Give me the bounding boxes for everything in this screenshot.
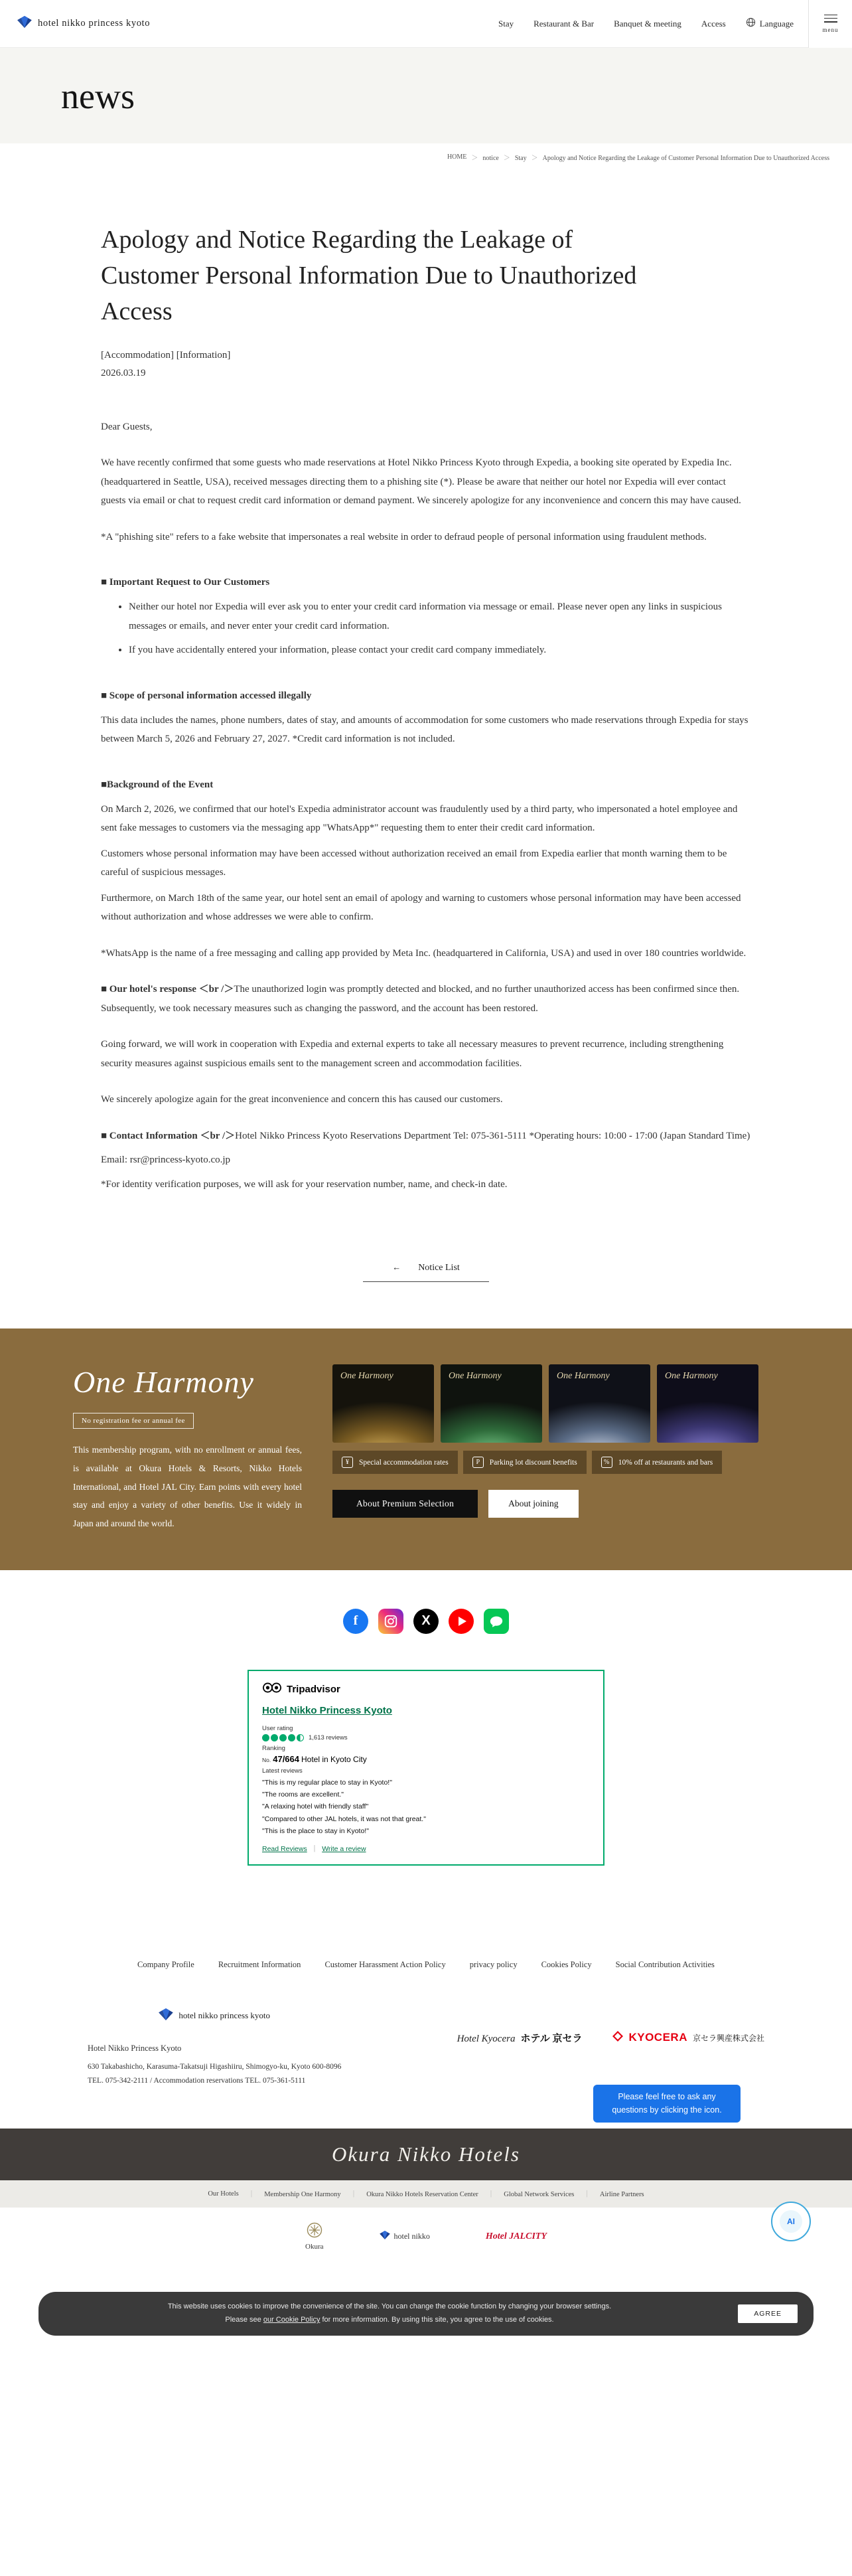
cookie-text-line2 [78, 2314, 701, 2327]
okura-brand-logo[interactable] [305, 2222, 324, 2251]
contact-email: Email: rsr@princess-kyoto.co.jp [101, 1155, 231, 1166]
section-title-response: ■ Our hotel's response ＜br /＞ [101, 984, 234, 995]
okura-brand-label: Okura [305, 2243, 324, 2251]
footer-hotel-name: Hotel Nikko Princess Kyoto [88, 2043, 182, 2053]
write-review-link[interactable]: Write a review [322, 1844, 366, 1853]
breadcrumb-stay[interactable]: ＞ Stay [499, 152, 527, 162]
okura-link-airline-partners[interactable]: ｜ Airline Partners [574, 2189, 644, 2199]
benefit-label: 10% off at restaurants and bars [618, 1458, 713, 1467]
play-triangle-icon [459, 1617, 466, 1626]
kyocera-logo[interactable] [612, 2031, 764, 2045]
tripadvisor-links [262, 1844, 590, 1854]
footer-link-company-profile[interactable]: Company Profile [137, 1959, 194, 1969]
section-title-important-request: ■ Important Request to Our Customers [101, 577, 270, 588]
cookie-line2-post: for more information. By using this site, you agree to the use of cookies. [320, 2316, 554, 2324]
important-request-list [101, 598, 751, 660]
footer-link-recruitment[interactable]: Recruitment Information [218, 1959, 301, 1969]
page-title-band [0, 48, 852, 143]
card-label: One Harmony [665, 1371, 718, 1382]
ranking-value: 47/664 [273, 1753, 299, 1764]
membership-card-silver [549, 1364, 650, 1443]
page-title: news [61, 76, 135, 116]
article-date: 2026.03.19 [101, 367, 146, 378]
chat-tooltip: Please feel free to ask any questions by clicking the icon. [593, 2085, 741, 2123]
cookie-policy-link[interactable]: our Cookie Policy [263, 2316, 320, 2324]
latest-reviews-label: Latest reviews [262, 1767, 303, 1775]
footer-links [0, 1960, 852, 1970]
chat-bot-icon[interactable] [771, 2202, 811, 2241]
agree-button[interactable]: AGREE [738, 2304, 798, 2323]
kyocera-brand-text: KYOCERA [628, 2031, 687, 2044]
kyocera-mark-icon [612, 2031, 623, 2045]
article-phishing-note: *A "phishing site" refers to a fake website that impersonates a real website in order to defraud people of personal information using fraudulent methods. [101, 531, 707, 542]
footer-tel: TEL. 075-342-2111 / Accommodation reservations TEL. 075-361-5111 [88, 2077, 306, 2085]
section-title-scope: ■ Scope of personal information accessed illegally [101, 690, 312, 701]
response-body: The unauthorized login was promptly detected and blocked, and no further unauthorized access has been confirmed since then. Subsequently, we took necessary measures such as changing the password, and the account has been restored. [101, 984, 740, 1014]
breadcrumb-home[interactable]: HOME [447, 153, 467, 161]
list-item: • Neither our hotel nor Expedia will ever ask you to enter your credit card information via message or email. Please never open any links in suspicious messages or emails, and never enter your credit card information. [129, 598, 751, 635]
okura-link-reservation-center[interactable]: ｜ Okura Nikko Hotels Reservation Center [341, 2189, 478, 2199]
hotel-kyocera-jp: ホテル 京セラ [520, 2033, 583, 2044]
partner-logos [457, 2031, 764, 2045]
site-header [0, 0, 852, 48]
tripadvisor-brand: Tripadvisor [287, 1683, 340, 1695]
card-label: One Harmony [557, 1371, 610, 1382]
youtube-icon[interactable] [449, 1609, 474, 1634]
ranking-no-label: No. [262, 1756, 271, 1763]
breadcrumb [0, 143, 852, 171]
tripadvisor-widget [248, 1670, 604, 1866]
contact-paragraph [101, 1127, 751, 1146]
card-label: One Harmony [340, 1371, 393, 1382]
hotel-gem-icon [17, 16, 32, 31]
parking-icon [472, 1457, 484, 1468]
section-title-contact: ■ Contact Information ＜br /＞ [101, 1130, 236, 1141]
benefit-restaurant-discount [592, 1451, 723, 1474]
footer-link-cookies-policy[interactable]: Cookies Policy [541, 1959, 592, 1969]
benefit-parking [463, 1451, 587, 1474]
instagram-icon[interactable] [378, 1609, 403, 1634]
hotel-kyocera-logo[interactable] [457, 2031, 583, 2045]
one-harmony-logo: One Harmony [73, 1365, 254, 1400]
rating-bubble [262, 1734, 269, 1741]
membership-card-green [441, 1364, 542, 1443]
notice-list-wrap [101, 1257, 751, 1282]
chat-bot-icon-inner: AI [780, 2210, 802, 2233]
membership-card-exclusive [657, 1364, 758, 1443]
notice-list-button[interactable] [363, 1257, 489, 1282]
okura-crest-icon [307, 2222, 322, 2240]
hotel-jal-city-logo[interactable]: Hotel JALCITY [485, 2231, 547, 2241]
one-harmony-content [332, 1364, 810, 1532]
rate-tag-icon [342, 1457, 353, 1468]
cookie-line2-pre: Please see [225, 2316, 263, 2324]
list-item: • If you have accidentally entered your information, please contact your credit card company immediately. [129, 641, 751, 660]
footer-link-social-contribution[interactable]: Social Contribution Activities [615, 1959, 715, 1969]
review-quote: "This is my regular place to stay in Kyoto!" [262, 1778, 392, 1787]
nav-banquet-meeting[interactable]: Banquet & meeting [614, 18, 681, 29]
background-p3: Furthermore, on March 18th of the same year, our hotel sent an email of apology and warning to customers whose personal information may have been accessed without authorization and whose addresses we were able to confirm. [101, 892, 741, 923]
rating-bubble [271, 1734, 278, 1741]
benefit-badges [332, 1451, 810, 1474]
ranking-label: Ranking [262, 1744, 285, 1752]
one-harmony-section [0, 1328, 852, 1570]
membership-cards [332, 1364, 810, 1443]
separator [307, 1845, 322, 1853]
review-quote: "The rooms are excellent." [262, 1791, 344, 1799]
latest-reviews [262, 1777, 590, 1838]
about-joining-button[interactable]: About joining [488, 1490, 578, 1518]
article-tags: [Accommodation] [Information] [101, 349, 231, 361]
nav-access[interactable]: Access [701, 18, 726, 29]
user-rating-label: User rating [262, 1724, 293, 1732]
footer-link-harassment-policy[interactable]: Customer Harassment Action Policy [324, 1959, 446, 1969]
one-harmony-fee-badge: No registration fee or annual fee [73, 1413, 194, 1429]
footer-logo-text: hotel nikko princess kyoto [178, 2010, 270, 2021]
contact-body: Hotel Nikko Princess Kyoto Reservations Department Tel: 075-361-5111 *Operating hours: 10:00 - 17:00 (Japan Standard Time) [235, 1130, 750, 1141]
review-quote: "This is the place to stay in Kyoto!" [262, 1827, 369, 1836]
site-logo-text: hotel nikko princess kyoto [38, 18, 151, 29]
hotel-gem-icon [159, 2008, 173, 2024]
hamburger-icon [824, 15, 837, 23]
nav-language[interactable] [746, 17, 794, 30]
membership-card-gold [332, 1364, 434, 1443]
footer-address: 630 Takabashicho, Karasuma-Takatsuji Higashiiru, Shimogyo-ku, Kyoto 600-8096 [88, 2062, 342, 2071]
footer-logo[interactable] [159, 2008, 270, 2024]
kyocera-company-text: 京セラ興産株式会社 [692, 2033, 764, 2043]
x-twitter-icon[interactable] [413, 1609, 439, 1634]
hotel-gem-icon [380, 2231, 390, 2242]
review-quote: "A relaxing hotel with friendly staff" [262, 1803, 369, 1811]
benefit-label: Parking lot discount benefits [489, 1458, 577, 1467]
footer-link-privacy-policy[interactable]: privacy policy [469, 1959, 518, 1969]
benefit-special-rates [332, 1451, 458, 1474]
breadcrumb-notice[interactable]: ＞ notice [466, 152, 498, 162]
ranking-row [262, 1754, 590, 1764]
tripadvisor-owl-icon [262, 1682, 282, 1697]
nav-language-label: Language [759, 18, 794, 29]
background-p1: On March 2, 2026, we confirmed that our hotel's Expedia administrator account was fraudulently used by a third party, who impersonated a hotel employee and sent fake messages to customers via the messaging app "WhatsApp*" requesting them to enter their credit card information. [101, 803, 738, 834]
about-premium-selection-button[interactable]: About Premium Selection [332, 1490, 478, 1518]
facebook-icon[interactable] [343, 1609, 368, 1634]
tripadvisor-logo [262, 1682, 590, 1697]
section-title-background: ■Background of the Event [101, 779, 214, 790]
article-greeting: Dear Guests, [101, 421, 153, 432]
globe-icon [746, 17, 756, 30]
rating-bubble-half [297, 1734, 304, 1741]
notice-list-label: Notice List [418, 1262, 460, 1273]
apology-paragraph: We sincerely apologize again for the great inconvenience and concern this has caused our customers. [101, 1094, 503, 1105]
whatsapp-note: *WhatsApp is the name of a free messaging and calling app provided by Meta Inc. (headquartered in California, USA) and used in over 180 countries worldwide. [101, 947, 746, 959]
menu-button[interactable] [808, 0, 852, 48]
brand-logos-row [0, 2208, 852, 2269]
footer-address-block [88, 2008, 341, 2089]
okura-link-our-hotels[interactable]: Our Hotels [208, 2190, 239, 2198]
rating-bubble [288, 1734, 295, 1741]
card-label: One Harmony [449, 1371, 502, 1382]
rating-bubble [279, 1734, 287, 1741]
hotel-nikko-brand-logo[interactable] [380, 2231, 430, 2242]
one-harmony-description: This membership program, with no enrollment or annual fees, is available at Okura Hotels & Resorts, Nikko Hotels International, and Hotel JAL City. Earn points with every hotel stay and enjoy a variety of other benefits. Use it widely in Japan and around the world. [73, 1445, 302, 1529]
breadcrumb-current: ＞ Apology and Notice Regarding the Leakage of Customer Personal Information Due to Unauthorized Access [527, 152, 829, 162]
tripadvisor-hotel-link[interactable]: Hotel Nikko Princess Kyoto [262, 1704, 392, 1716]
site-logo[interactable] [0, 16, 150, 31]
review-quote: "Compared to other JAL hotels, it was not that great." [262, 1814, 426, 1823]
cookie-banner [38, 2292, 814, 2336]
cookie-text-line1: This website uses cookies to improve the convenience of the site. You can change the cookie function by changing your browser settings. [167, 2302, 612, 2311]
ranking-area: Hotel in Kyoto City [301, 1754, 367, 1764]
main-nav [498, 17, 808, 30]
rating-bubbles [262, 1734, 590, 1741]
okura-link-global-network[interactable]: ｜ Global Network Services [478, 2189, 575, 2199]
article-title: Apology and Notice Regarding the Leakage of Customer Personal Information Due to Unauthorized Access [101, 226, 637, 325]
menu-label: menu [822, 26, 839, 33]
one-harmony-intro [73, 1364, 302, 1532]
okura-links-bar [0, 2180, 852, 2208]
back-arrow-icon [392, 1262, 401, 1273]
nav-stay[interactable]: Stay [498, 18, 514, 29]
percent-icon [601, 1457, 612, 1468]
one-harmony-buttons [332, 1490, 810, 1518]
benefit-label: Special accommodation rates [359, 1458, 449, 1467]
response-p2: Going forward, we will work in cooperation with Expedia and external experts to take all necessary measures to prevent recurrence, including strengthening security measures against suspicious emails sent to the management screen and accommodation facilities. [101, 1039, 724, 1069]
okura-link-one-harmony[interactable]: ｜ Membership One Harmony [239, 2189, 341, 2199]
hotel-nikko-brand-label: hotel nikko [393, 2231, 430, 2241]
hotel-kyocera-script: Hotel Kyocera [457, 2033, 516, 2044]
article-intro: We have recently confirmed that some guests who made reservations at Hotel Nikko Princess Kyoto through Expedia, a booking site operated by Expedia Inc. (headquartered in Seattle, USA), received messages directing them to a phishing site (*). Please be aware that neither our hotel nor Expedia will ever contact guests via email or chat to request credit card information or demand payment. We sincerely apologize for any inconvenience and concern this may have caused. [101, 457, 741, 507]
response-paragraph [101, 980, 751, 1018]
contact-note: *For identity verification purposes, we will ask for your reservation number, name, and check-in date. [101, 1178, 508, 1190]
news-article [101, 171, 751, 1328]
read-reviews-link[interactable]: Read Reviews [262, 1844, 307, 1853]
line-icon[interactable] [484, 1609, 509, 1634]
reviews-count: 1,613 reviews [309, 1733, 348, 1741]
social-links [0, 1570, 852, 1652]
scope-body: This data includes the names, phone numbers, dates of stay, and amounts of accommodation for some customers who made reservations through Expedia for stays between March 5, 2026 and February 27, 2027. *Credit card information is not included. [101, 714, 748, 745]
background-p2: Customers whose personal information may have been accessed without authorization received an email from Expedia earlier that month warning them to be careful of suspicious messages. [101, 848, 727, 878]
okura-nikko-logo: Okura Nikko Hotels [332, 2142, 520, 2166]
nav-restaurant-bar[interactable]: Restaurant & Bar [533, 18, 595, 29]
